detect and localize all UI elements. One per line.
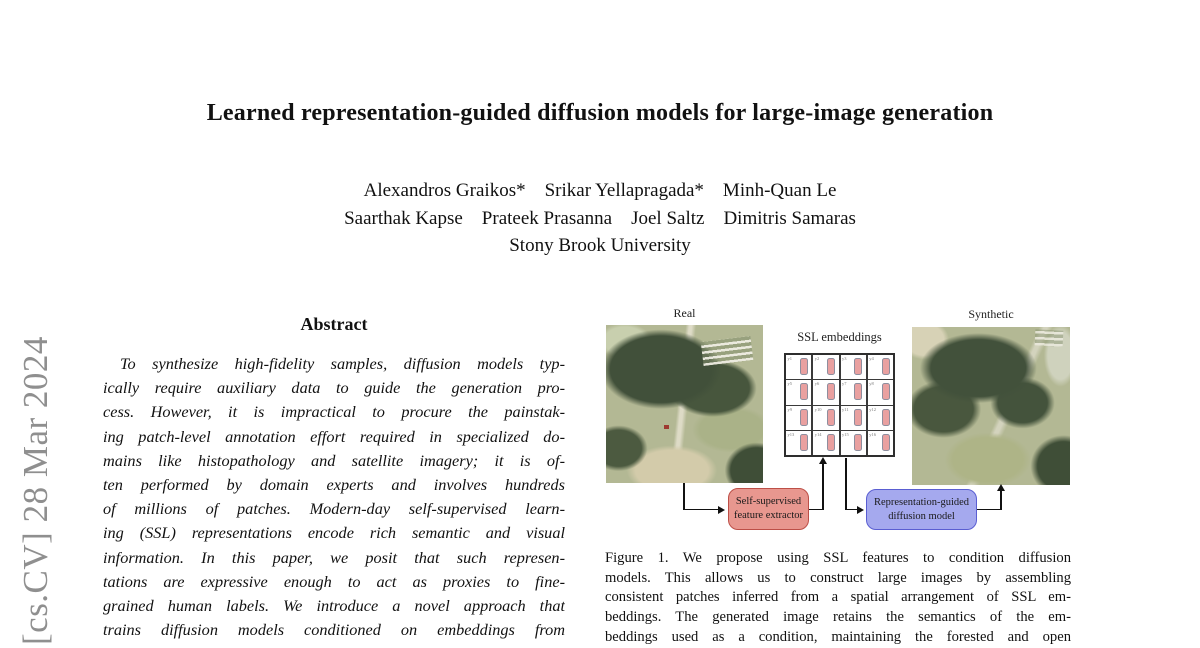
red-roof-building (664, 425, 669, 429)
synthetic-buildings (1035, 329, 1064, 346)
embedding-cell: y8 (868, 380, 893, 404)
abstract-body (103, 352, 565, 642)
diffusion-box-line-2: diffusion model (888, 511, 955, 522)
abstract-line: grained human labels. We introduce a novel approach that (103, 595, 565, 615)
embedding-cell: y4 (868, 355, 893, 379)
real-satellite-image (606, 325, 763, 483)
abstract-line: ten performed by domain experts and involves hundreds (103, 474, 565, 494)
embedding-cell: y16 (868, 431, 893, 455)
extractor-box-line-1: Self-supervised (735, 496, 802, 507)
diffusion-box-line-1: Representation-guided (873, 497, 970, 508)
embedding-cell: y14 (813, 431, 838, 455)
abstract-line: information. In this paper, we posit that such represen- (103, 547, 565, 567)
caption-line: beddings. The generated image retains the semantics of the em- (605, 609, 1071, 626)
caption-line: consistent patches inferred from a spatial arrangement of SSL em- (605, 589, 1071, 606)
embedding-cell: y3 (841, 355, 866, 379)
extractor-box-line-2: feature extractor (733, 510, 804, 521)
author-block (0, 177, 1200, 260)
abstract-line: cess. However, it is impractical to procure the painstak- (103, 402, 565, 422)
abstract-line: To synthesize high-fidelity samples, diffusion models typ- (120, 354, 565, 373)
embedding-cell: y9 (786, 406, 811, 430)
abstract-line: mains like histopathology and satellite imagery; it is of- (103, 450, 565, 470)
caption-line: Figure 1. We propose using SSL features to condition diffusion (605, 550, 1071, 566)
abstract-line: ing (SSL) representations encode rich semantic and visual (103, 523, 565, 543)
abstract-line: ically require auxiliary data to guide the generation pro- (103, 378, 565, 398)
figure-grid-label: SSL embeddings (797, 330, 882, 344)
author-line-2: Saarthak Kapse Prateek Prasanna Joel Saltz Dimitris Samaras (344, 207, 856, 229)
figure-real-label: Real (673, 306, 696, 320)
abstract-line: of millions of patches. Modern-day self-supervised learn- (103, 499, 565, 519)
diffusion-model-box (866, 489, 977, 530)
arxiv-watermark: [cs.CV] 28 Mar 2024 (16, 336, 55, 645)
embedding-cell: y11 (841, 406, 866, 430)
embedding-cell: y10 (813, 406, 838, 430)
caption-line: beddings used as a condition, maintaining the forested and open (605, 628, 1071, 645)
caption-line: models. This allows us to construct large images by assembling (605, 569, 1071, 586)
author-line-1: Alexandros Graikos* Srikar Yellapragada* Minh-Quan Le (363, 180, 837, 201)
abstract-line: tations are expressive enough to act as proxies to fine- (103, 571, 565, 591)
ssl-embeddings-grid (784, 353, 895, 457)
figure-caption (605, 549, 1071, 647)
figure-synthetic-label: Synthetic (968, 307, 1014, 321)
embedding-cell: y12 (868, 406, 893, 430)
embedding-cell: y1 (786, 355, 811, 379)
abstract-line: trains diffusion models conditioned on embeddings from (103, 620, 565, 640)
paper-title: Learned representation-guided diffusion models for large-image generation (206, 100, 994, 126)
self-supervised-extractor-box (728, 488, 809, 530)
abstract-heading: Abstract (300, 314, 368, 334)
embedding-cell: y2 (813, 355, 838, 379)
affiliation: Stony Brook University (509, 235, 691, 256)
abstract-line: ing patch-level annotation effort required in specialized do- (103, 426, 565, 446)
embedding-cell: y5 (786, 380, 811, 404)
synthetic-satellite-image (912, 327, 1070, 485)
embedding-cell: y6 (813, 380, 838, 404)
embedding-cell: y15 (841, 431, 866, 455)
embedding-cell: y13 (786, 431, 811, 455)
embedding-cell: y7 (841, 380, 866, 404)
synthetic-satellite-terrain (912, 327, 1070, 485)
